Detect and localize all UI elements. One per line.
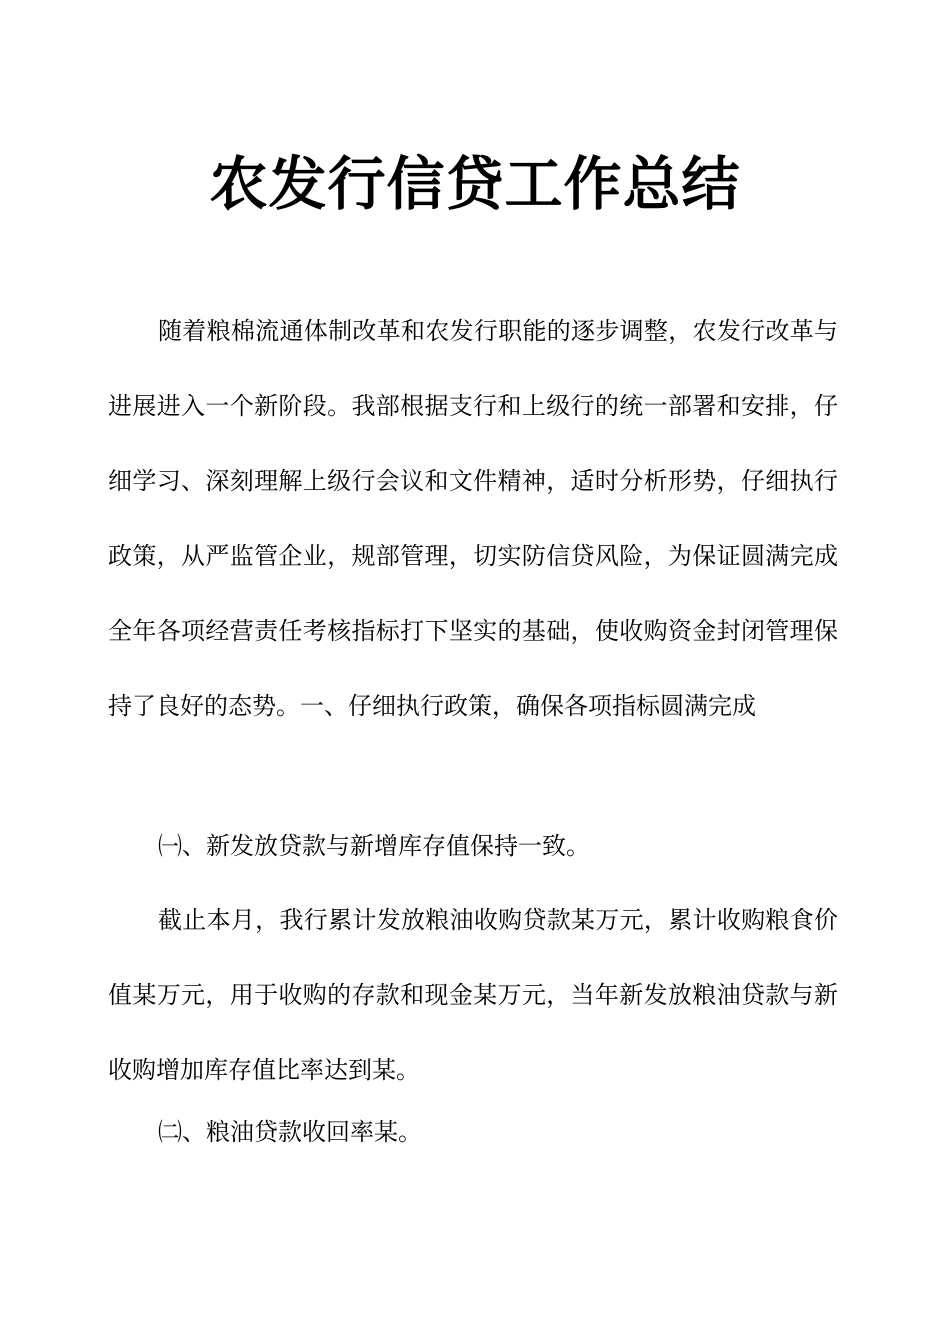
document-title: 农发行信贷工作总结 [209, 150, 741, 218]
body-paragraph-intro [108, 294, 838, 744]
paragraph-text: ㈠、新发放贷款与新增库存值保持一致。 [158, 832, 590, 860]
paragraph-text: 随着粮棉流通体制改革和农发行职能的逐步调整，农发行改革与进展进入一个新阶段。我部根据支行和上级行的统一部署和安排，仔细学习、深刻理解上级行会议和文件精神，适时分析形势，仔细执行政策，从严监管企业，规部管理，切实防信贷风险，为保证圆满完成全年各项经营责任考核指标打下坚实的基础，使收购资金封闭管理保持了良好的态势。一、仔细执行政策，确保各项指标圆满完成 [108, 317, 838, 720]
paragraph-text: 截止本月，我行累计发放粮油收购贷款某万元，累计收购粮食价值某万元，用于收购的存款和现金某万元，当年新发放粮油贷款与新收购增加库存值比率达到某。 [108, 906, 838, 1084]
body-paragraph-section-1 [108, 809, 838, 884]
body-paragraph-details [108, 883, 838, 1108]
paragraph-text: ㈡、粮油贷款收回率某。 [158, 1118, 422, 1146]
body-paragraph-section-2 [108, 1095, 838, 1170]
